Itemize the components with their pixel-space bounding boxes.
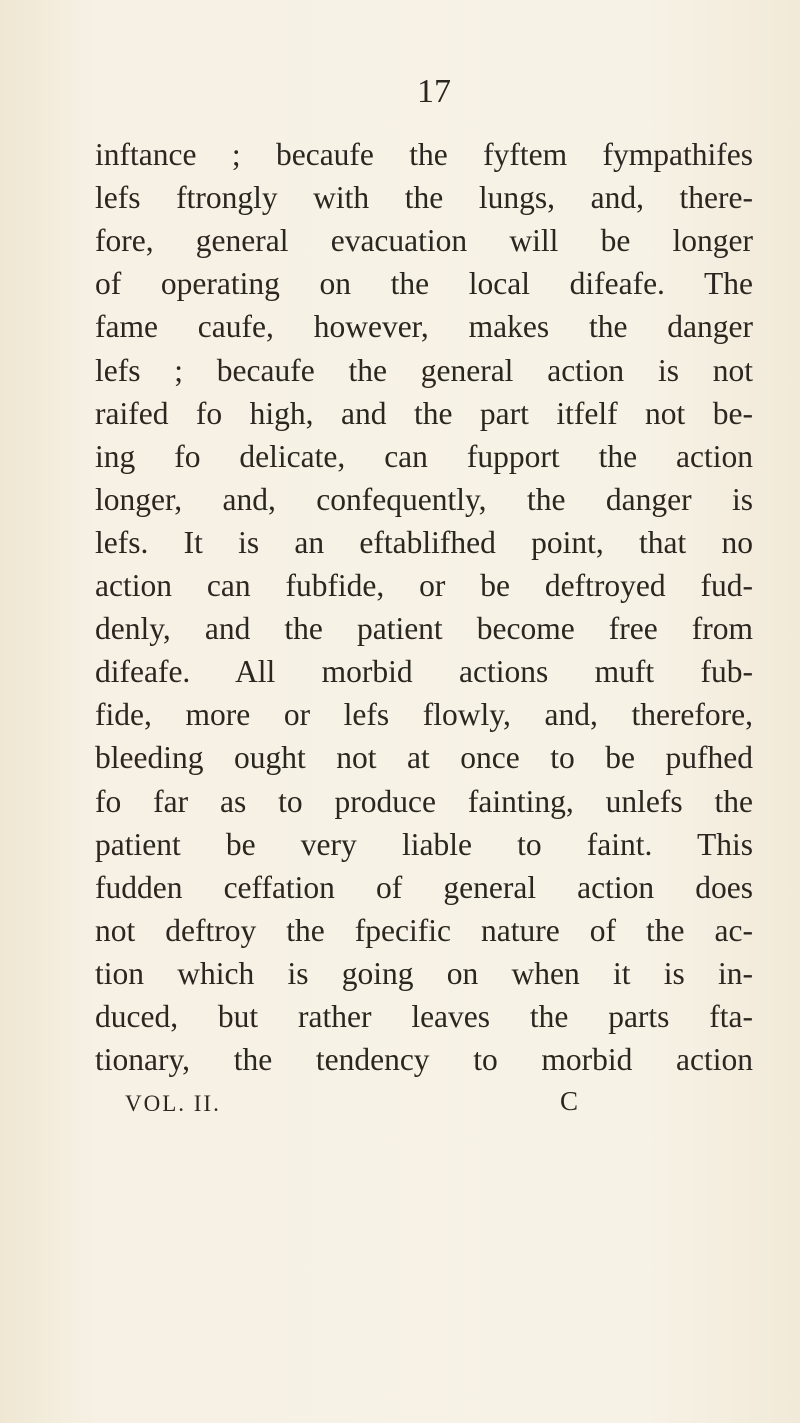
volume-signature: VOL. II. bbox=[125, 1091, 221, 1117]
text-line-last: tionary, the tendency to morbid action bbox=[95, 1042, 753, 1078]
gathering-signature: C bbox=[560, 1086, 579, 1117]
text-line: lefs ; becaufe the general action is not bbox=[95, 352, 753, 388]
text-line: fo far as to produce fainting, unlefs the bbox=[95, 783, 753, 819]
text-line: fudden ceffation of general action does bbox=[95, 869, 753, 905]
text-line: not deftroy the fpecific nature of the ac- bbox=[95, 912, 753, 948]
text-line: bleeding ought not at once to be pufhed bbox=[95, 740, 753, 776]
text-line: lefs. It is an eftablifhed point, that no bbox=[95, 524, 753, 560]
text-line: raifed fo high, and the part itfelf not be- bbox=[95, 395, 753, 431]
text-line: longer, and, confequently, the danger is bbox=[95, 481, 753, 517]
text-line: lefs ftrongly with the lungs, and, there- bbox=[95, 180, 753, 216]
page-number: 17 bbox=[417, 73, 451, 110]
text-line: duced, but rather leaves the parts fta- bbox=[95, 999, 753, 1034]
text-line: difeafe. All morbid actions muft fub- bbox=[95, 654, 753, 690]
text-line: action can fubfide, or be deftroyed fud- bbox=[95, 568, 753, 603]
text-line: patient be very liable to faint. This bbox=[95, 826, 753, 862]
text-line: tion which is going on when it is in- bbox=[95, 955, 753, 991]
text-line: ing fo delicate, can fupport the action bbox=[95, 438, 753, 474]
text-line: of operating on the local difeafe. The bbox=[95, 266, 753, 302]
text-line: inftance ; becaufe the fyftem fympathifes bbox=[95, 137, 753, 172]
text-line: fore, general evacuation will be longer bbox=[95, 223, 753, 259]
text-line: denly, and the patient become free from bbox=[95, 611, 753, 647]
text-line: fide, more or lefs flowly, and, therefore, bbox=[95, 697, 753, 733]
text-line: fame caufe, however, makes the danger bbox=[95, 309, 753, 345]
